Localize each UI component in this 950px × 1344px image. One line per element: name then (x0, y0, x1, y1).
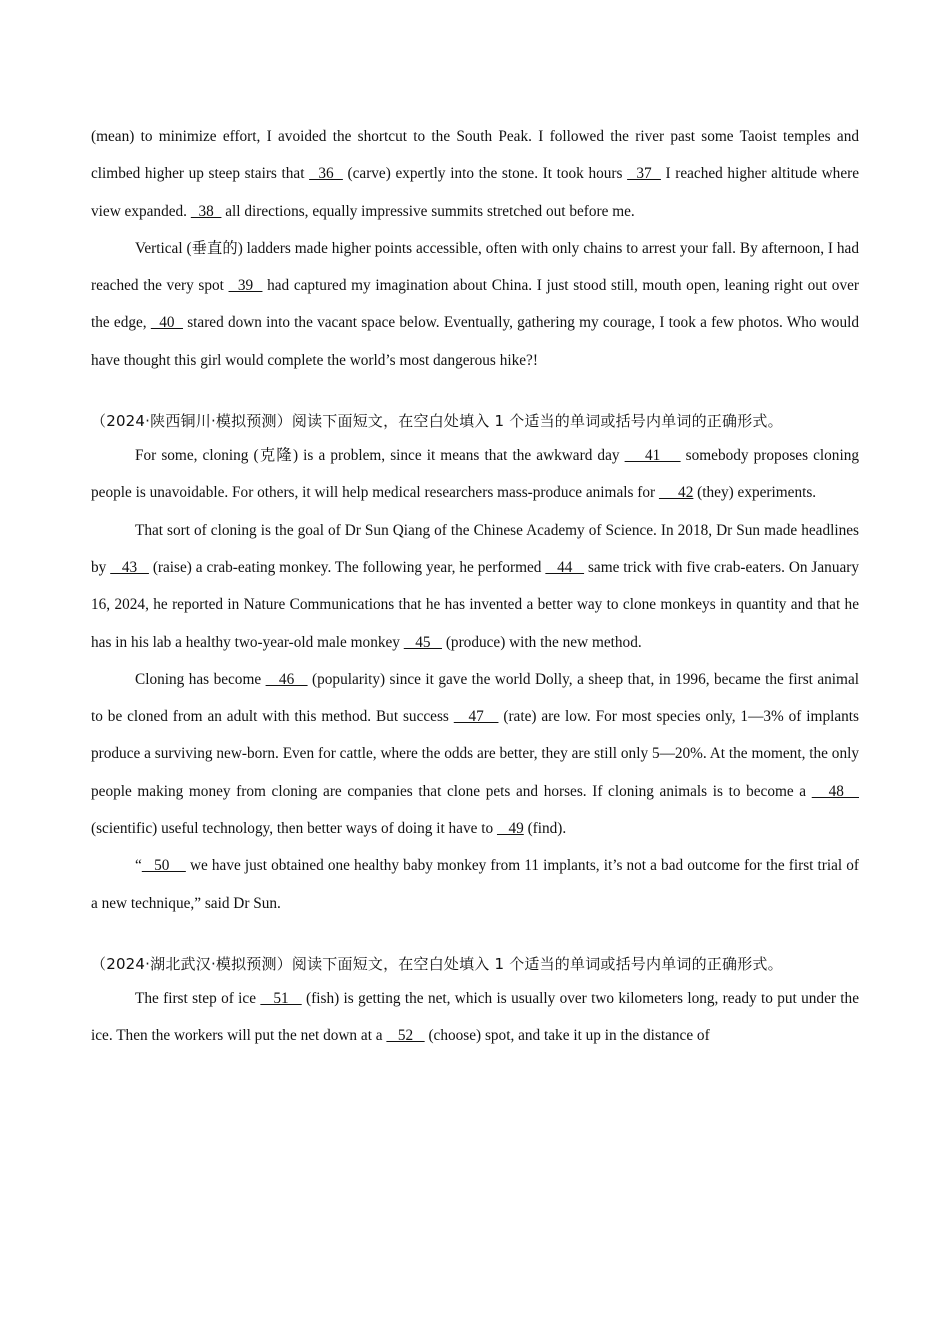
blank-50[interactable]: 50 (141, 857, 186, 875)
text-span: I reached higher altitude where view expanded. (91, 165, 860, 220)
blank-47[interactable]: 47 (453, 708, 499, 726)
passage1-paragraph2 (91, 230, 859, 379)
passage3-header: （2024·湖北武汉·模拟预测）阅读下面短文，在空白处填入 1 个适当的单词或括号内单词的正确形式。 (91, 954, 783, 973)
text-span: (they) experiments. (693, 484, 817, 502)
passage3-paragraph1 (91, 980, 859, 1055)
text-span: (popularity) since it gave the world Dolly, a sheep that, in 1996, became the first animal to be cloned from an adult with this method. But success (91, 670, 859, 726)
text-span: (raise) a crab-eating monkey. The following year, he performed (148, 558, 546, 576)
text-span: (carve) expertly into the stone. It took hours (342, 165, 628, 183)
text-span: (fish) is getting the net, which is usually over two kilometers long, ready to put under the ice. Then the workers will put the net down at a (91, 989, 859, 1045)
text-span: (mean) to minimize effort, I avoided the shortcut to the South Peak. I followed the river past some Taoist temples and climbed higher up steep stairs that (91, 128, 859, 183)
text-span: (find). (523, 820, 567, 838)
passage2-paragraph3 (91, 661, 859, 847)
blank-52[interactable]: 52 (386, 1027, 425, 1045)
blank-40[interactable]: 40 (150, 314, 183, 332)
text-span: Cloning has become (135, 670, 266, 688)
blank-51[interactable]: 51 (260, 989, 302, 1007)
text-span: stared down into the vacant space below. Eventually, gathering my courage, I took a few photos. Who would have thought this girl would complete the world’s most dangerous hike?! (91, 314, 859, 369)
text-span: somebody proposes cloning people is unavoidable. For others, it will help medical researchers mass-produce animals for (91, 447, 860, 502)
text-span: “ (135, 857, 142, 875)
text-span: had captured my imagination about China. I just stood still, mouth open, leaning right out over the edge, (91, 277, 859, 332)
text-span: all directions, equally impressive summits stretched out before me. (221, 202, 635, 220)
blank-49[interactable]: 49 (496, 820, 524, 838)
blank-37[interactable]: 37 (627, 165, 661, 183)
passage2-paragraph1 (91, 437, 859, 512)
passage2-paragraph2 (91, 512, 859, 661)
text-span: (scientific) useful technology, then better ways of doing it have to (91, 820, 497, 838)
passage2-paragraph4 (91, 847, 859, 922)
blank-41[interactable]: 41 (624, 447, 681, 465)
blank-36[interactable]: 36 (309, 165, 343, 183)
text-span: same trick with five crab-eaters. On January 16, 2024, he reported in Nature Communications that he has invented a better way to clone monkeys in quantity and that he has in his lab a healthy two-year-old male monkey (91, 558, 859, 651)
text-span: Vertical (垂直的) ladders made higher points accessible, often with only chains to arrest your fall. By afternoon, I had reached the very spot (91, 239, 859, 295)
text-span: For some, cloning (克隆) is a problem, since it means that the awkward day (135, 447, 625, 465)
blank-39[interactable]: 39 (228, 277, 263, 295)
passage1-paragraph1 (91, 118, 859, 230)
blank-45[interactable]: 45 (403, 633, 443, 651)
text-span: we have just obtained one healthy baby monkey from 11 implants, it’s not a bad outcome for the first trial of a new technique,” said Dr Sun. (91, 857, 859, 912)
blank-38[interactable]: 38 (190, 202, 222, 220)
blank-48[interactable]: 48 (811, 782, 859, 800)
text-span: The first step of ice (135, 989, 261, 1007)
blank-46[interactable]: 46 (265, 670, 308, 688)
text-span: (rate) are low. For most species only, 1—3% of implants produce a surviving new-born. Even for cattle, where the odds are better, they are still only 5—20%. At the moment, the only people making money from cloning are companies that clone pets and horses. If cloning animals is to become a (91, 708, 859, 800)
text-span: (choose) spot, and take it up in the distance of (424, 1027, 710, 1045)
blank-42[interactable]: 42 (658, 484, 694, 502)
blank-43[interactable]: 43 (110, 558, 149, 576)
document-body (91, 118, 859, 1055)
text-span: That sort of cloning is the goal of Dr Sun Qiang of the Chinese Academy of Science. In 2018, Dr Sun made headlines by (91, 521, 859, 576)
blank-44[interactable]: 44 (545, 558, 585, 576)
text-span: (produce) with the new method. (442, 633, 642, 651)
passage2-header: （2024·陕西铜川·模拟预测）阅读下面短文，在空白处填入 1 个适当的单词或括号内单词的正确形式。 (91, 412, 783, 431)
